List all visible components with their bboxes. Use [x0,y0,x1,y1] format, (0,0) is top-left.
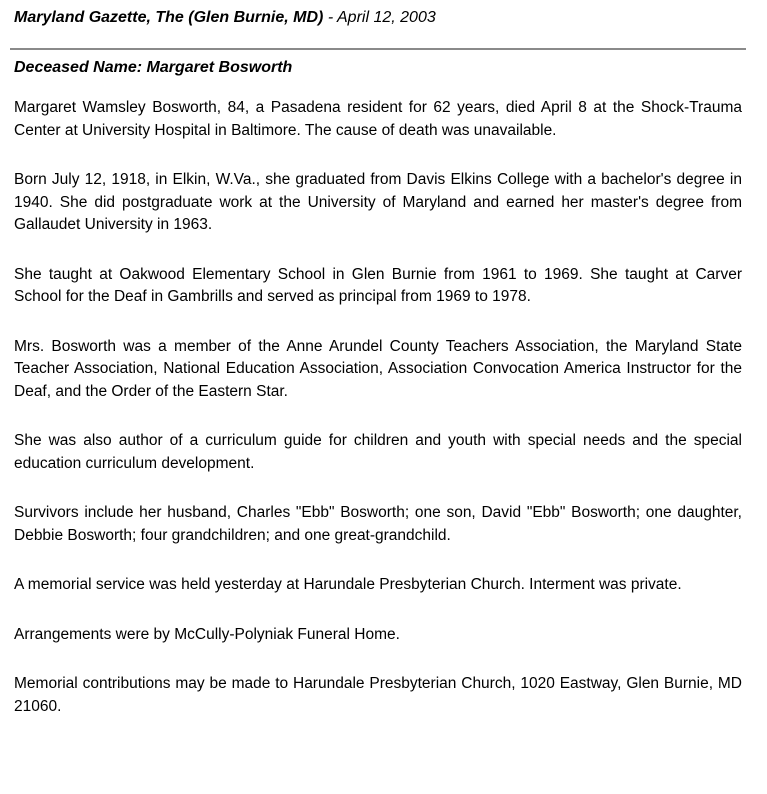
publication-name: Maryland Gazette, The (Glen Burnie, MD) [14,9,324,26]
paragraph-authorship: She was also author of a curriculum guide for children and youth with special needs and the special education curriculum development. [14,432,742,472]
paragraph-memberships: Mrs. Bosworth was a member of the Anne Arundel County Teachers Association, the Maryland State Teacher Association, National Education Association, Association Convocation America Instructor for the Deaf, and the Order of the Eastern Star. [14,337,742,400]
paragraph-memorial-service: A memorial service was held yesterday at Harundale Presbyterian Church. Interment was private. [14,576,682,593]
paragraph-survivors: Survivors include her husband, Charles "Ebb" Bosworth; one son, David "Ebb" Bosworth; one daughter, Debbie Bosworth; four grandchildren; and one great-grandchild. [14,504,742,544]
deceased-name-heading: Deceased Name: Margaret Bosworth [14,59,293,76]
header-separator: - [323,9,337,26]
publication-date: April 12, 2003 [337,9,436,26]
paragraph-career: She taught at Oakwood Elementary School in Glen Burnie from 1961 to 1969. She taught at Carver School for the Deaf in Gambrills and served as principal from 1969 to 1978. [14,265,742,305]
paragraph-death-notice: Margaret Wamsley Bosworth, 84, a Pasadena resident for 62 years, died April 8 at the Shock-Trauma Center at University Hospital in Baltimore. The cause of death was unavailable. [14,99,742,139]
article-header [14,8,436,28]
obituary-body [14,97,742,745]
paragraph-arrangements: Arrangements were by McCully-Polyniak Funeral Home. [14,625,400,643]
header-divider [10,48,746,50]
paragraph-contributions: Memorial contributions may be made to Harundale Presbyterian Church, 1020 Eastway, Glen Burnie, MD 21060. [14,675,742,715]
paragraph-education: Born July 12, 1918, in Elkin, W.Va., she graduated from Davis Elkins College with a bachelor's degree in 1940. She did postgraduate work at the University of Maryland and earned her master's degree from Gallaudet University in 1963. [14,171,742,233]
